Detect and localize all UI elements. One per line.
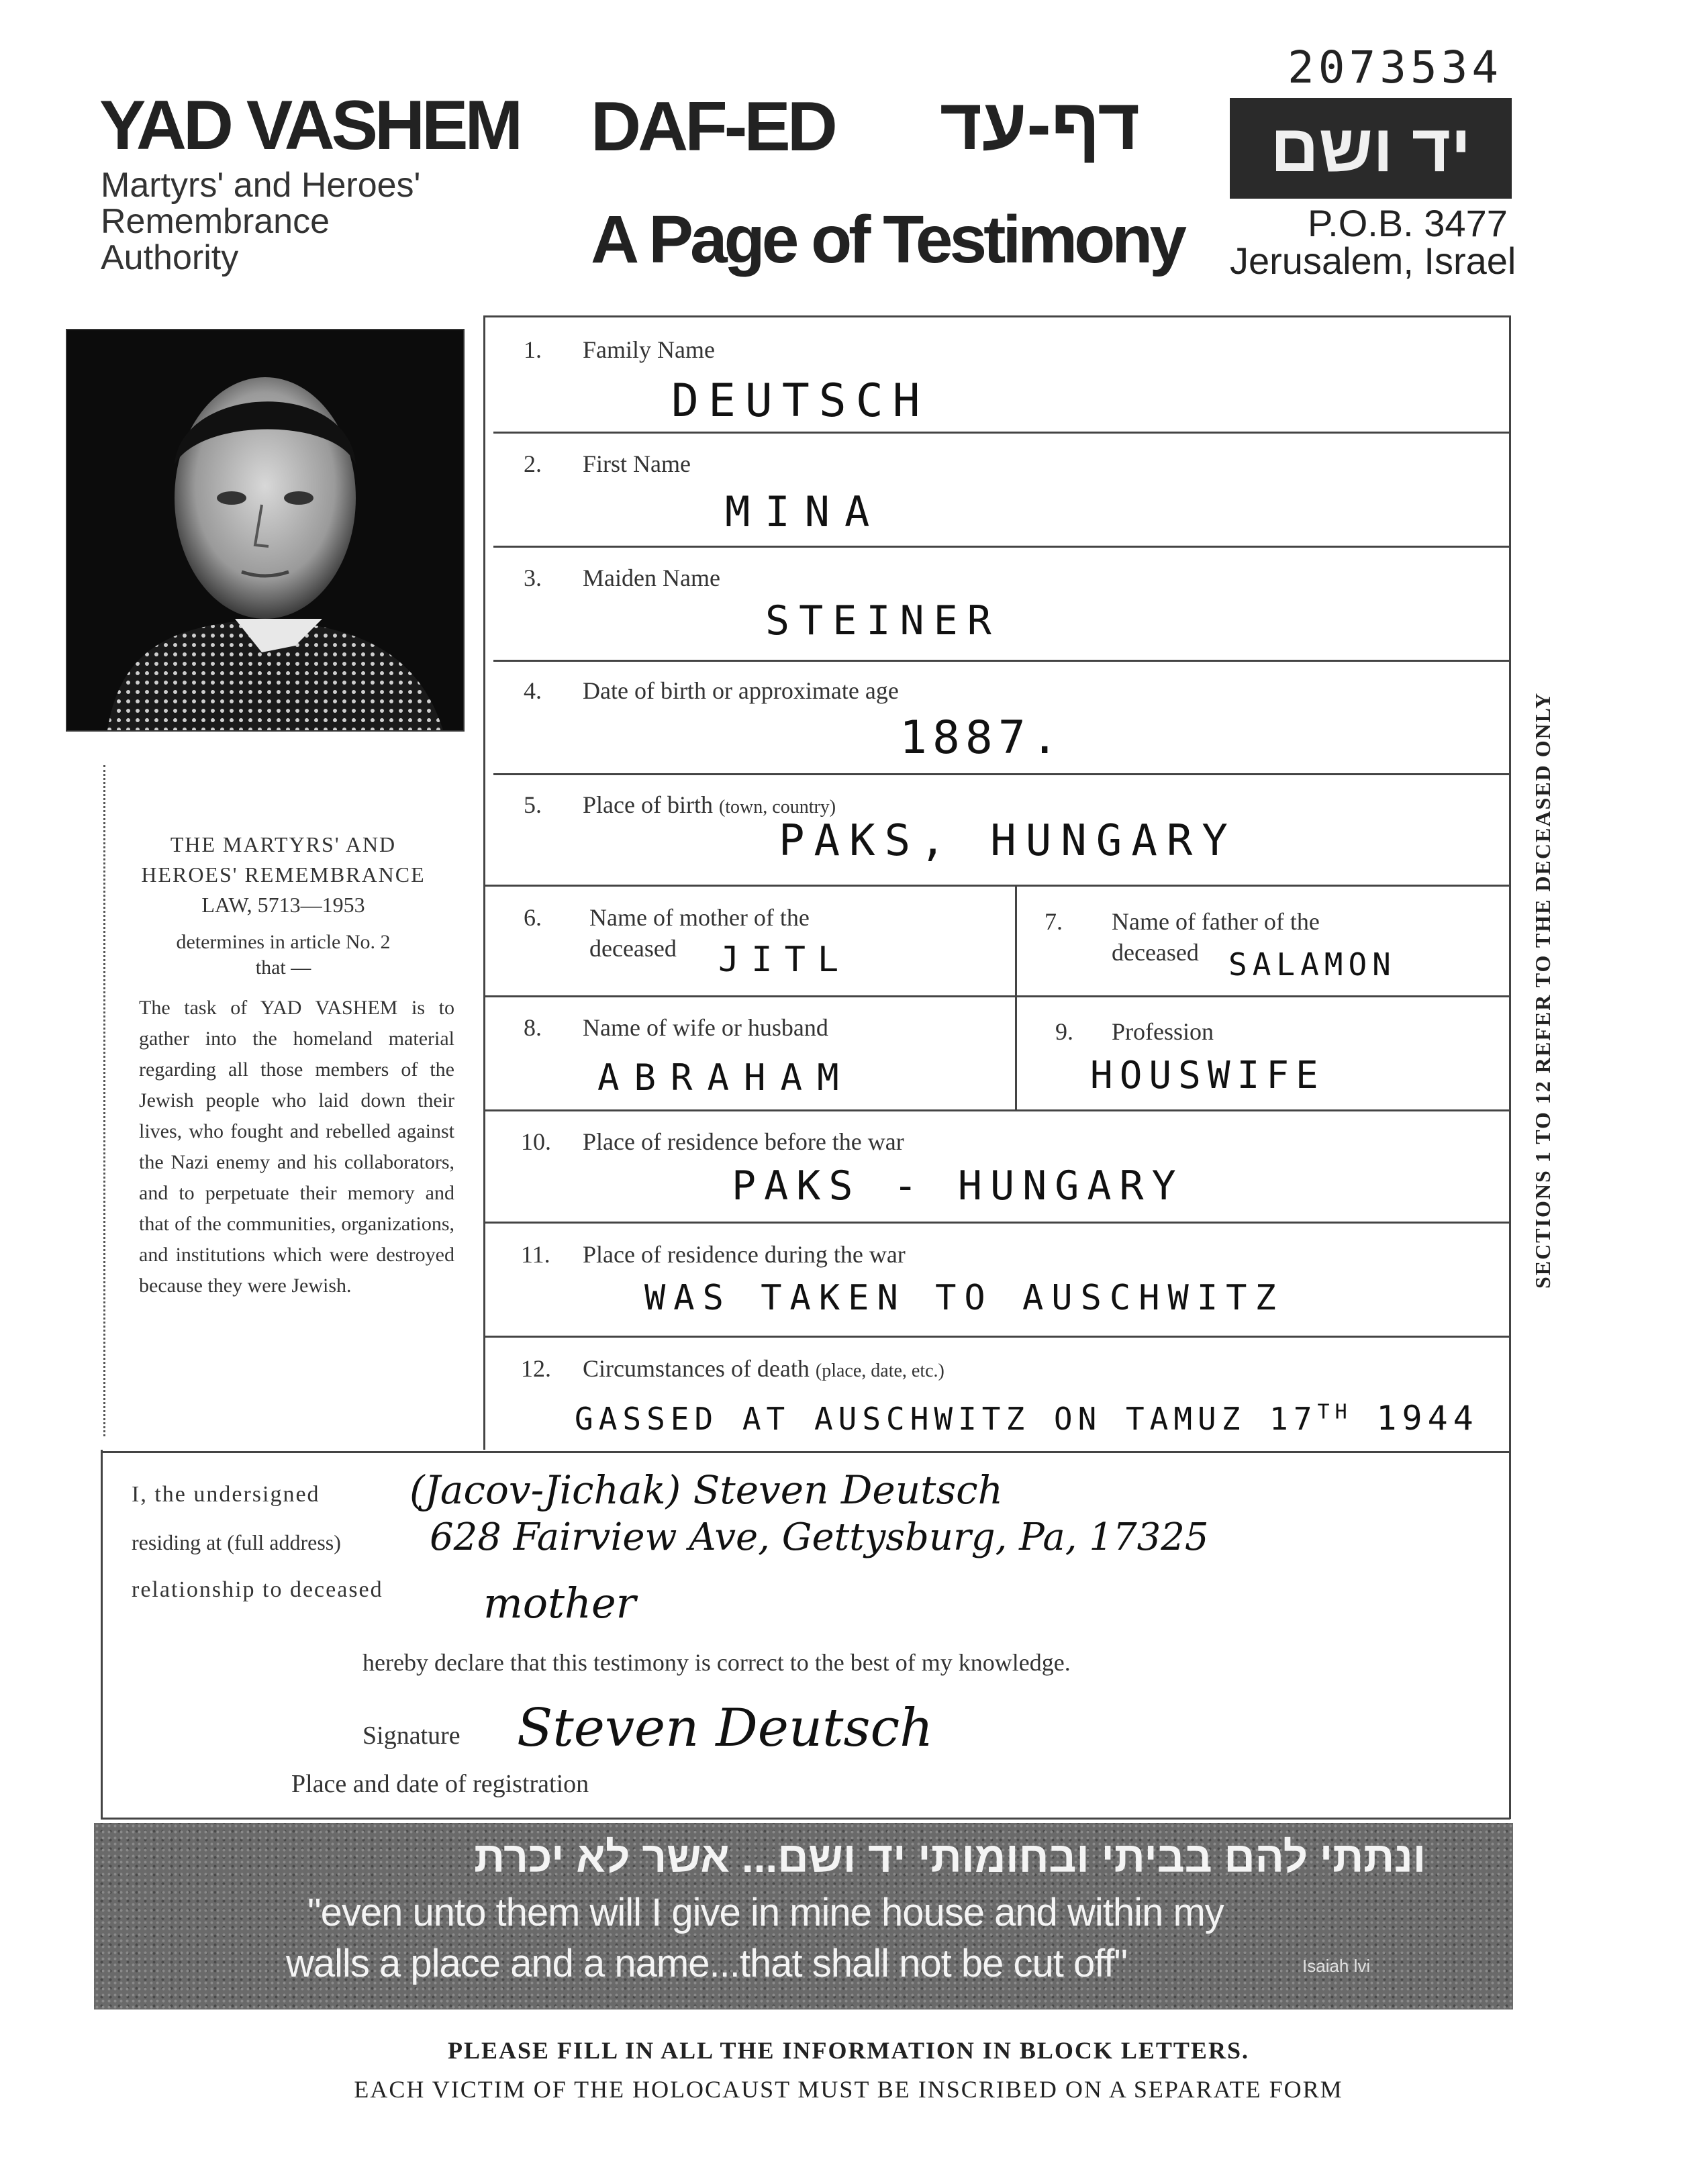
- declaration-bottom-border: [101, 1818, 1510, 1820]
- field-6-label-1: Name of mother of the: [589, 904, 810, 931]
- field-6-value[interactable]: JITL: [718, 940, 851, 980]
- row-divider-7: [483, 1109, 1510, 1111]
- field-7-number: 7.: [1045, 908, 1063, 935]
- relationship-value[interactable]: mother: [483, 1579, 636, 1628]
- field-12-number: 12.: [521, 1355, 551, 1382]
- field-12-label-main: Circumstances of death: [583, 1355, 810, 1382]
- law-title-3: LAW, 5713—1953: [201, 893, 365, 917]
- field-12-value-sup: TH: [1317, 1400, 1353, 1424]
- row-divider-9: [483, 1336, 1510, 1338]
- field-5-label-small: (town, country): [718, 797, 836, 817]
- daf-ed-hebrew: דף-עד: [940, 83, 1141, 164]
- address-value[interactable]: 628 Fairview Ave, Gettysburg, Pa, 17325: [430, 1516, 1209, 1559]
- field-12-label-small: (place, date, etc.): [815, 1360, 944, 1381]
- field-11-label: Place of residence during the war: [583, 1241, 906, 1268]
- field-12-value[interactable]: [575, 1399, 1479, 1438]
- sections-note-vertical: SECTIONS 1 TO 12 REFER TO THE DECEASED ONLY: [1531, 691, 1555, 1289]
- banner-reference: Isaiah lvi: [1302, 1956, 1371, 1976]
- form-right-border: [1509, 315, 1511, 1819]
- declaration-text: hereby declare that this testimony is correct to the best of my knowledge.: [362, 1649, 1071, 1676]
- law-panel: [103, 765, 461, 1436]
- field-7-label-1: Name of father of the: [1112, 908, 1320, 935]
- field-8-value[interactable]: ABRAHAM: [597, 1056, 854, 1099]
- field-5-number: 5.: [524, 791, 542, 818]
- signature-label: Signature: [362, 1722, 460, 1750]
- row-divider-1: [493, 432, 1510, 434]
- field-7-label-2: deceased: [1112, 939, 1199, 966]
- form-top-border: [483, 315, 1510, 317]
- field-1-value[interactable]: DEUTSCH: [671, 375, 930, 428]
- form-left-border: [483, 315, 485, 1450]
- po-box: P.O.B. 3477: [1308, 202, 1508, 244]
- column-divider-6-7: [1015, 885, 1017, 1109]
- field-1-label: Family Name: [583, 336, 715, 363]
- field-4-value[interactable]: 1887.: [900, 711, 1064, 764]
- field-2-value[interactable]: MINA: [725, 487, 885, 536]
- signature-value[interactable]: Steven Deutsch: [517, 1698, 934, 1758]
- yad-vashem-logo: [1230, 98, 1512, 199]
- place-date-label: Place and date of registration: [291, 1770, 589, 1798]
- field-5-label-main: Place of birth: [583, 791, 713, 818]
- row-divider-10: [101, 1451, 1510, 1453]
- address-label: residing at (full address): [132, 1530, 341, 1554]
- document-number: 2073534: [1288, 42, 1503, 93]
- page-title: A Page of Testimony: [591, 202, 1183, 277]
- declaration-left-border: [101, 1450, 103, 1819]
- field-3-value[interactable]: STEINER: [765, 597, 1001, 644]
- logo-hebrew-text: יד ושם: [1270, 110, 1471, 186]
- field-5-value[interactable]: PAKS, HUNGARY: [779, 816, 1237, 866]
- field-9-label: Profession: [1112, 1018, 1214, 1045]
- field-11-value[interactable]: WAS TAKEN TO AUSCHWITZ: [644, 1278, 1284, 1318]
- undersigned-value[interactable]: (Jacov-Jichak) Steven Deutsch: [409, 1467, 1003, 1513]
- law-title-2: HEROES' REMEMBRANCE: [141, 862, 426, 887]
- undersigned-label: I, the undersigned: [132, 1482, 320, 1507]
- field-6-label-2: deceased: [589, 935, 677, 962]
- field-2-label: First Name: [583, 450, 691, 477]
- daf-ed-title: DAF-ED: [591, 88, 834, 166]
- quote-banner: [94, 1823, 1513, 2009]
- org-subtitle-1: Martyrs' and Heroes': [101, 166, 421, 205]
- deceased-photo: [66, 329, 465, 732]
- row-divider-6: [483, 995, 1510, 997]
- banner-quote-line-2: walls a place and a name...that shall not be cut off": [286, 1942, 1127, 1985]
- relationship-label: relationship to deceased: [132, 1577, 383, 1602]
- law-body: The task of YAD VASHEM is to gather into the homeland material regarding all those members of the Jewish people who laid down their lives, who fought and rebelled against the Nazi enemy and his collaborators, and to perpetuate their memory and that of the communities, organizations, and institutions which were destroyed because they were Jewish.: [139, 997, 454, 1297]
- field-1-number: 1.: [524, 336, 542, 363]
- field-3-number: 3.: [524, 564, 542, 591]
- field-12-value-main: GASSED AT AUSCHWITZ ON TAMUZ 17: [575, 1401, 1318, 1437]
- field-2-number: 2.: [524, 450, 542, 477]
- field-10-number: 10.: [521, 1128, 551, 1155]
- field-8-number: 8.: [524, 1014, 542, 1041]
- field-9-value[interactable]: HOUSWIFE: [1090, 1054, 1325, 1097]
- banner-hebrew: ונתתי להם בביתי ובחומותי יד ושם... אשר לא יכרת: [474, 1833, 1426, 1881]
- field-4-label: Date of birth or approximate age: [583, 677, 899, 704]
- banner-quote-line-1: "even unto them will I give in mine house and within my: [307, 1891, 1224, 1934]
- field-6-number: 6.: [524, 904, 542, 931]
- org-subtitle-2: Remembrance: [101, 202, 330, 241]
- field-11-number: 11.: [521, 1241, 550, 1268]
- field-5-label: [583, 791, 836, 819]
- row-divider-4: [493, 773, 1510, 775]
- footer-instruction-1: PLEASE FILL IN ALL THE INFORMATION IN BLOCK LETTERS.: [448, 2037, 1249, 2064]
- row-divider-2: [493, 546, 1510, 548]
- field-4-number: 4.: [524, 677, 542, 704]
- city: Jerusalem, Israel: [1230, 240, 1516, 282]
- org-name: YAD VASHEM: [99, 87, 520, 164]
- field-3-label: Maiden Name: [583, 564, 720, 591]
- org-subtitle-3: Authority: [101, 238, 239, 277]
- portrait-image: [67, 330, 463, 730]
- row-divider-8: [483, 1222, 1510, 1224]
- footer-instruction-2: EACH VICTIM OF THE HOLOCAUST MUST BE INSCRIBED ON A SEPARATE FORM: [354, 2076, 1343, 2103]
- law-intro-2: that —: [255, 956, 311, 979]
- row-divider-5: [483, 885, 1510, 887]
- field-10-label: Place of residence before the war: [583, 1128, 904, 1155]
- field-10-value[interactable]: PAKS - HUNGARY: [732, 1162, 1184, 1209]
- law-intro-1: determines in article No. 2: [176, 931, 391, 953]
- field-8-label: Name of wife or husband: [583, 1014, 828, 1041]
- row-divider-3: [493, 660, 1510, 662]
- field-12-value-year: 1944: [1376, 1399, 1479, 1438]
- field-12-label: [583, 1354, 944, 1383]
- law-title-1: THE MARTYRS' AND: [170, 832, 397, 856]
- field-7-value[interactable]: SALAMON: [1228, 946, 1396, 983]
- field-9-number: 9.: [1055, 1018, 1073, 1045]
